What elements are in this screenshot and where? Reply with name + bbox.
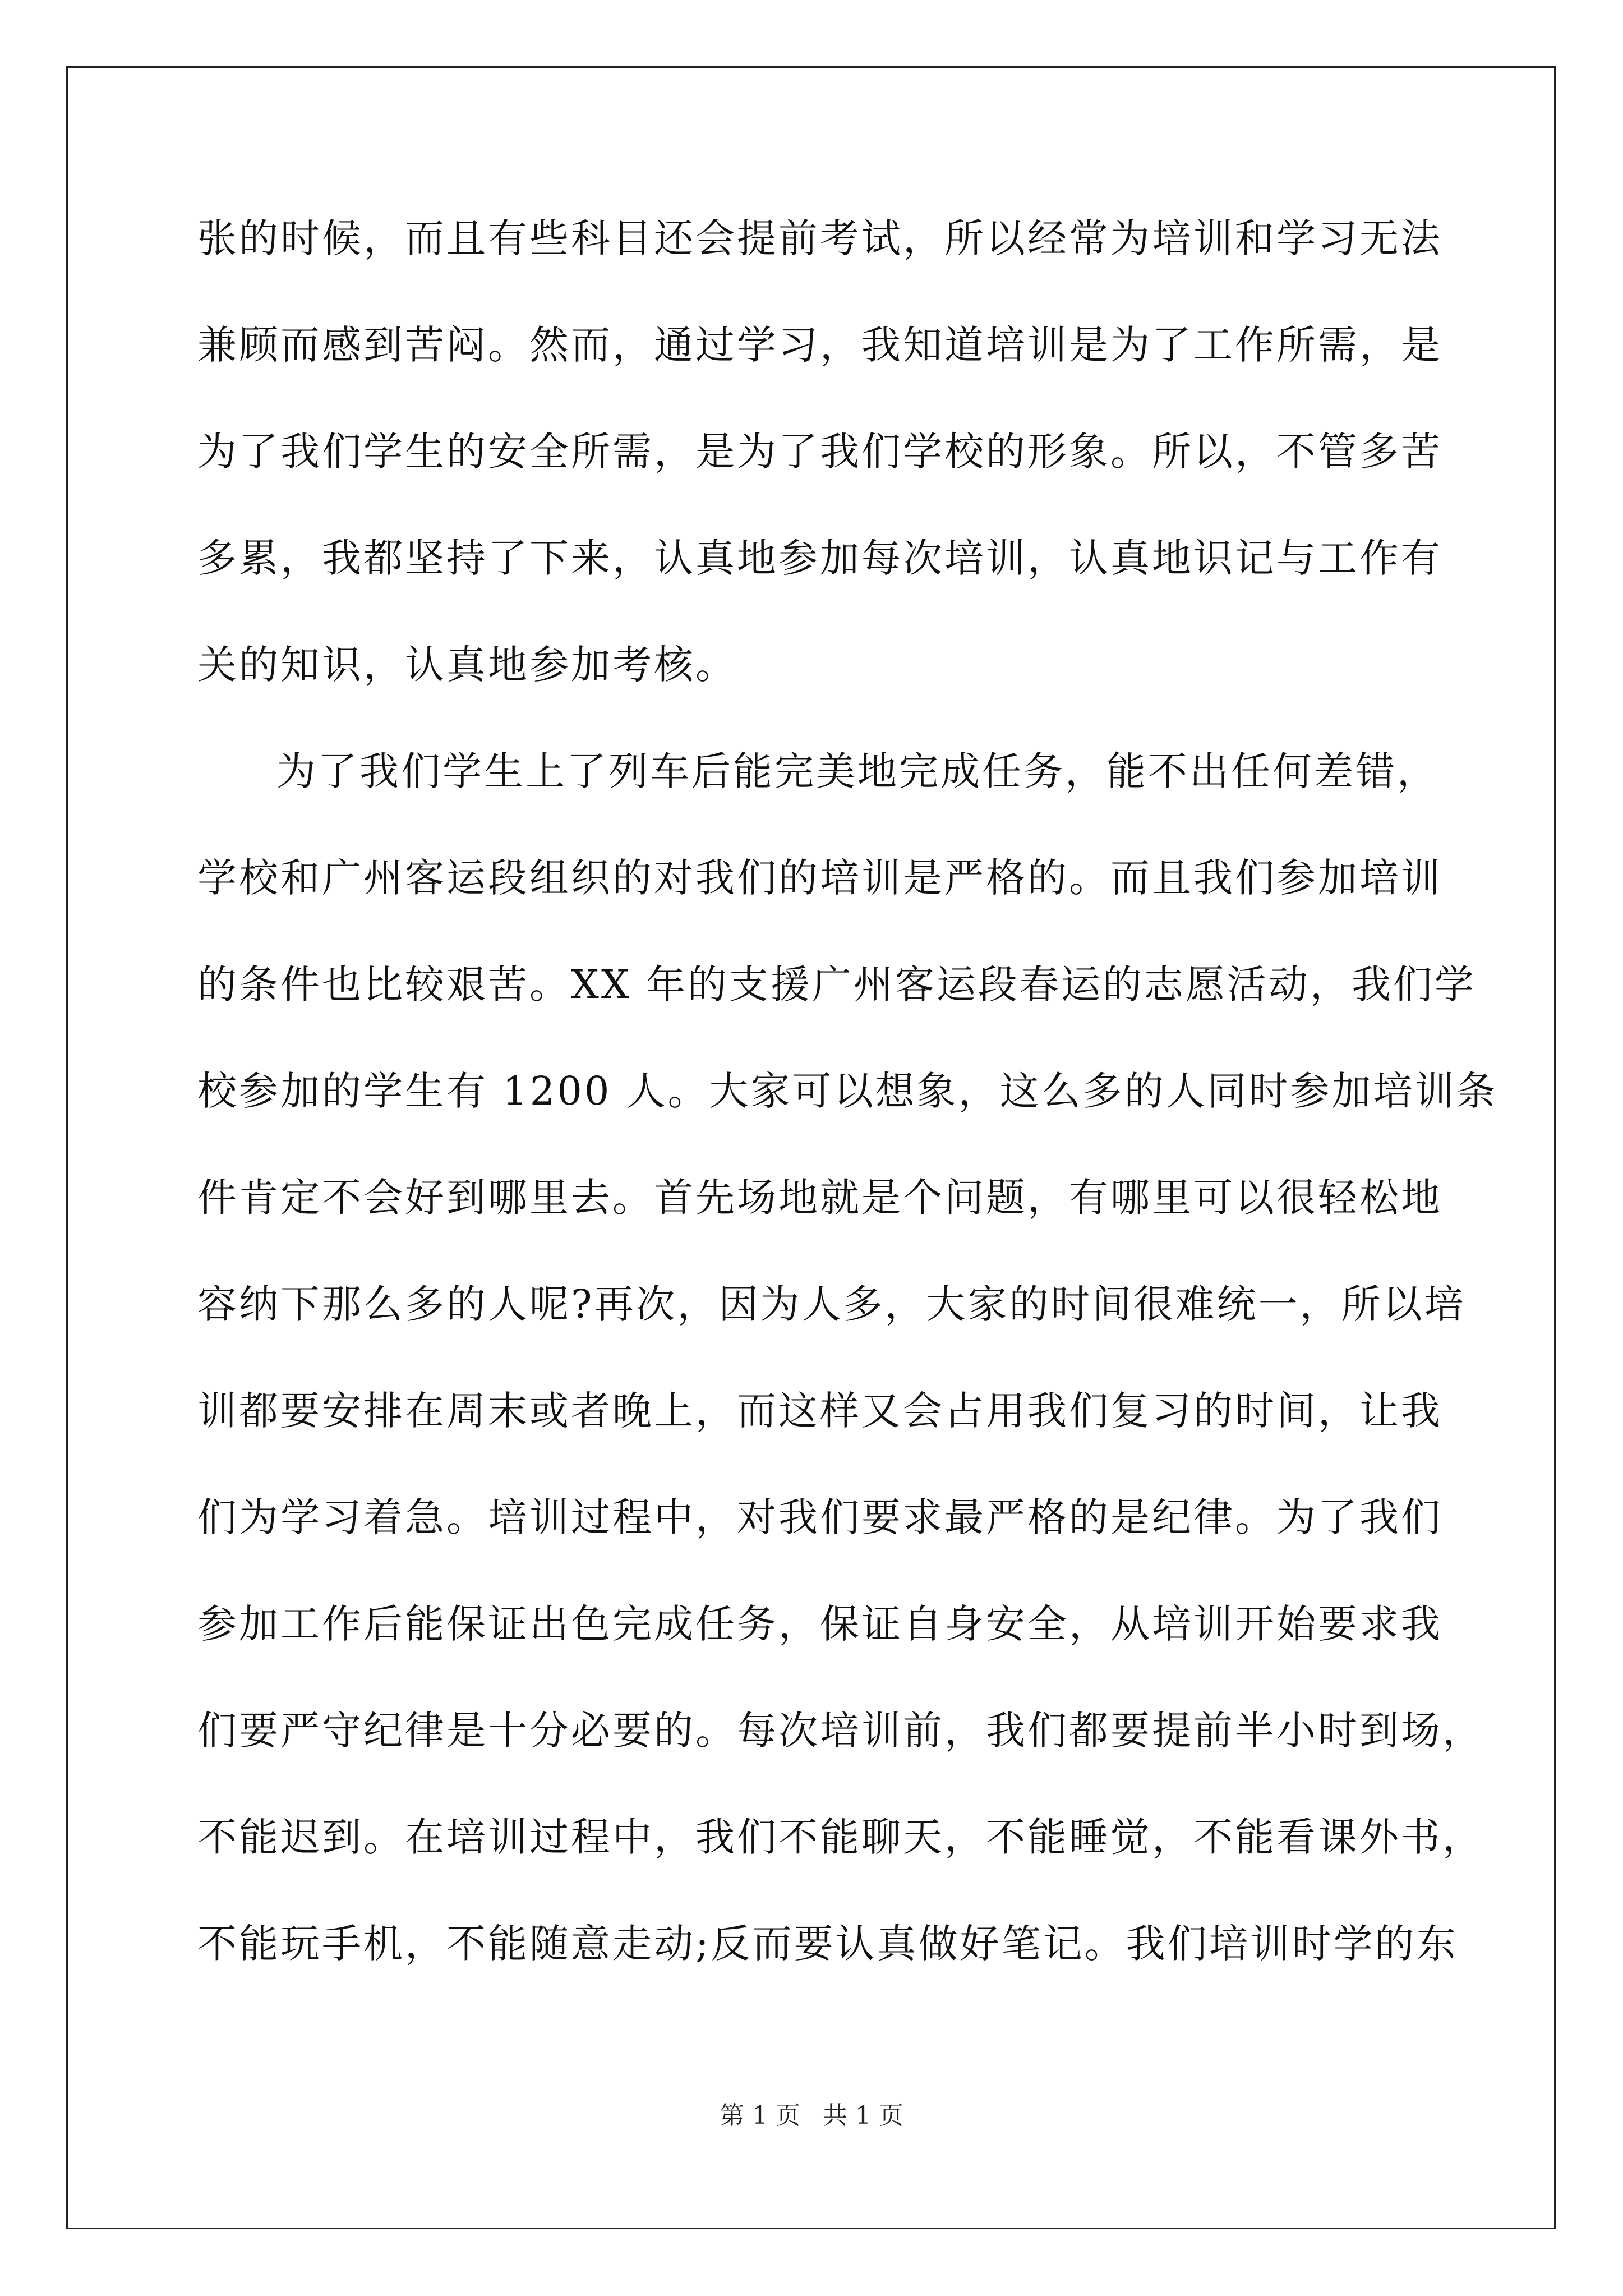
text-line: 学校和广州客运段组织的对我们的培训是严格的。而且我们参加培训	[197, 855, 1442, 901]
text-line: 的条件也比较艰苦。XX 年的支援广州客运段春运的志愿活动，我们学	[197, 961, 1476, 1007]
text-line: 参加工作后能保证出色完成任务，保证自身安全，从培训开始要求我	[197, 1601, 1442, 1647]
text-line: 不能玩手机，不能随意走动;反而要认真做好笔记。我们培训时学的东	[197, 1921, 1458, 1967]
text-line: 不能迟到。在培训过程中，我们不能聊天，不能睡觉，不能看课外书，	[197, 1814, 1484, 1860]
text-line: 多累，我都坚持了下来，认真地参加每次培训，认真地识记与工作有	[197, 535, 1442, 581]
text-line: 张的时候，而且有些科目还会提前考试，所以经常为培训和学习无法	[197, 215, 1442, 261]
paragraph-first-line: 为了我们学生上了列车后能完美地完成任务，能不出任何差错，	[276, 748, 1438, 794]
page-number: 第 1 页	[720, 2101, 800, 2130]
text-line: 校参加的学生有 1200 人。大家可以想象，这么多的人同时参加培训条	[197, 1068, 1498, 1114]
text-line: 关的知识，认真地参加考核。	[197, 642, 737, 688]
text-line: 容纳下那么多的人呢?再次，因为人多，大家的时间很难统一，所以培	[197, 1281, 1466, 1327]
text-line: 件肯定不会好到哪里去。首先场地就是个问题，有哪里可以很轻松地	[197, 1175, 1442, 1221]
text-line: 们要严守纪律是十分必要的。每次培训前，我们都要提前半小时到场，	[197, 1708, 1484, 1754]
page-total: 共 1 页	[823, 2101, 903, 2130]
text-line: 们为学习着急。培训过程中，对我们要求最严格的是纪律。为了我们	[197, 1494, 1442, 1540]
text-line: 兼顾而感到苦闷。然而，通过学习，我知道培训是为了工作所需，是	[197, 322, 1442, 368]
page-border	[66, 66, 1556, 2229]
text-line: 训都要安排在周末或者晚上，而这样又会占用我们复习的时间，让我	[197, 1388, 1442, 1434]
page-footer	[0, 2099, 1623, 2133]
text-line: 为了我们学生的安全所需，是为了我们学校的形象。所以，不管多苦	[197, 429, 1442, 475]
